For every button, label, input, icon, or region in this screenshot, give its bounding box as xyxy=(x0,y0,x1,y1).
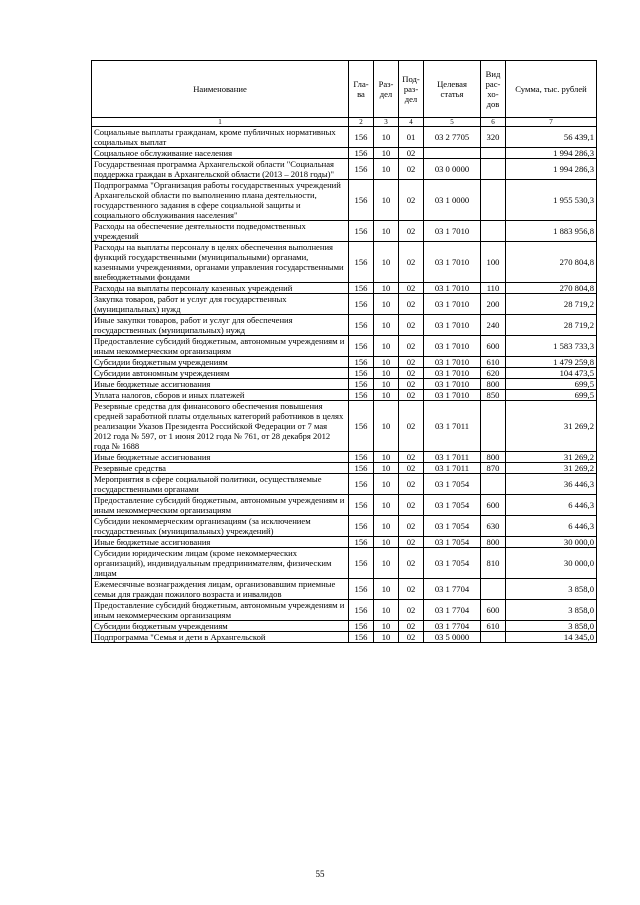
cell-glava: 156 xyxy=(349,452,374,463)
cell-podrazdel: 02 xyxy=(399,294,424,315)
cell-glava: 156 xyxy=(349,336,374,357)
cell-name: Подпрограмма "Организация работы государственных учреждений Архангельской области по выполнению плана деятельности, государственного задания в сфере социальной защиты и социального обслуживания населения" xyxy=(92,180,349,221)
cell-name: Предоставление субсидий бюджетным, автономным учреждениям и иным некоммерческим организациям xyxy=(92,495,349,516)
cell-podrazdel: 02 xyxy=(399,159,424,180)
cell-razdel: 10 xyxy=(374,474,399,495)
cell-podrazdel: 02 xyxy=(399,495,424,516)
cell-name: Субсидии автономным учреждениям xyxy=(92,368,349,379)
table-body xyxy=(92,127,597,643)
cell-summa: 1 955 530,3 xyxy=(506,180,597,221)
cell-podrazdel: 02 xyxy=(399,537,424,548)
table-row xyxy=(92,548,597,579)
cell-podrazdel: 02 xyxy=(399,390,424,401)
cell-podrazdel: 02 xyxy=(399,283,424,294)
table-row xyxy=(92,600,597,621)
cell-summa: 31 269,2 xyxy=(506,452,597,463)
cell-glava: 156 xyxy=(349,148,374,159)
cell-glava: 156 xyxy=(349,390,374,401)
cell-glava: 156 xyxy=(349,463,374,474)
column-number: 1 xyxy=(92,118,349,127)
cell-summa: 270 804,8 xyxy=(506,242,597,283)
cell-celevaya: 03 0 0000 xyxy=(424,159,481,180)
cell-vid: 320 xyxy=(481,127,506,148)
header-summa: Сумма, тыс. рублей xyxy=(506,61,597,118)
header-name: Наименование xyxy=(92,61,349,118)
cell-vid: 870 xyxy=(481,463,506,474)
cell-podrazdel: 02 xyxy=(399,368,424,379)
cell-vid xyxy=(481,579,506,600)
cell-name: Иные бюджетные ассигнования xyxy=(92,452,349,463)
table-row xyxy=(92,127,597,148)
cell-summa: 1 479 259,8 xyxy=(506,357,597,368)
cell-podrazdel: 02 xyxy=(399,632,424,643)
cell-summa: 36 446,3 xyxy=(506,474,597,495)
cell-razdel: 10 xyxy=(374,516,399,537)
cell-summa: 30 000,0 xyxy=(506,548,597,579)
cell-vid: 850 xyxy=(481,390,506,401)
cell-name: Резервные средства xyxy=(92,463,349,474)
cell-celevaya: 03 1 7010 xyxy=(424,315,481,336)
cell-razdel: 10 xyxy=(374,537,399,548)
cell-name: Социальное обслуживание населения xyxy=(92,148,349,159)
cell-vid xyxy=(481,159,506,180)
cell-vid: 800 xyxy=(481,452,506,463)
cell-glava: 156 xyxy=(349,357,374,368)
cell-podrazdel: 02 xyxy=(399,379,424,390)
cell-razdel: 10 xyxy=(374,315,399,336)
cell-summa: 699,5 xyxy=(506,379,597,390)
cell-glava: 156 xyxy=(349,283,374,294)
cell-summa: 28 719,2 xyxy=(506,294,597,315)
cell-glava: 156 xyxy=(349,495,374,516)
cell-glava: 156 xyxy=(349,315,374,336)
cell-glava: 156 xyxy=(349,579,374,600)
column-number: 5 xyxy=(424,118,481,127)
cell-summa: 6 446,3 xyxy=(506,516,597,537)
cell-razdel: 10 xyxy=(374,357,399,368)
cell-summa: 6 446,3 xyxy=(506,495,597,516)
cell-vid xyxy=(481,632,506,643)
cell-razdel: 10 xyxy=(374,180,399,221)
table-row xyxy=(92,368,597,379)
cell-glava: 156 xyxy=(349,127,374,148)
cell-summa: 3 858,0 xyxy=(506,579,597,600)
cell-podrazdel: 02 xyxy=(399,357,424,368)
cell-summa: 14 345,0 xyxy=(506,632,597,643)
cell-summa: 31 269,2 xyxy=(506,401,597,452)
cell-vid: 810 xyxy=(481,548,506,579)
cell-name: Субсидии некоммерческим организациям (за исключением государственных (муниципальных) учреждений) xyxy=(92,516,349,537)
cell-vid xyxy=(481,401,506,452)
table-row xyxy=(92,463,597,474)
cell-celevaya: 03 1 7010 xyxy=(424,221,481,242)
table-row xyxy=(92,283,597,294)
cell-vid: 800 xyxy=(481,379,506,390)
cell-razdel: 10 xyxy=(374,148,399,159)
cell-razdel: 10 xyxy=(374,390,399,401)
cell-razdel: 10 xyxy=(374,495,399,516)
cell-name: Расходы на выплаты персоналу казенных учреждений xyxy=(92,283,349,294)
cell-vid: 100 xyxy=(481,242,506,283)
cell-summa: 699,5 xyxy=(506,390,597,401)
cell-celevaya: 03 1 7010 xyxy=(424,357,481,368)
cell-celevaya: 03 1 7704 xyxy=(424,579,481,600)
header-vid: Вид рас-хо-дов xyxy=(481,61,506,118)
header-razdel: Раз-дел xyxy=(374,61,399,118)
cell-glava: 156 xyxy=(349,537,374,548)
cell-celevaya: 03 1 7054 xyxy=(424,516,481,537)
cell-podrazdel: 02 xyxy=(399,463,424,474)
cell-razdel: 10 xyxy=(374,221,399,242)
table-row xyxy=(92,516,597,537)
cell-celevaya: 03 1 7010 xyxy=(424,336,481,357)
cell-celevaya: 03 1 7704 xyxy=(424,621,481,632)
column-number-row xyxy=(92,118,597,127)
cell-celevaya xyxy=(424,148,481,159)
cell-name: Ежемесячные вознаграждения лицам, организовавшим приемные семьи для граждан пожилого возраста и инвалидов xyxy=(92,579,349,600)
budget-table xyxy=(91,60,597,643)
cell-name: Предоставление субсидий бюджетным, автономным учреждениям и иным некоммерческим организациям xyxy=(92,336,349,357)
cell-razdel: 10 xyxy=(374,401,399,452)
cell-celevaya: 03 1 7010 xyxy=(424,390,481,401)
cell-summa: 270 804,8 xyxy=(506,283,597,294)
cell-name: Резервные средства для финансового обеспечения повышения средней заработной платы отдельных категорий работников в целях реализации Указов Президента Российской Федерации от 7 мая 2012 года № 597, от 1 июня 2012 года № 761, от 28 декабря 2012 года № 1688 xyxy=(92,401,349,452)
cell-vid xyxy=(481,474,506,495)
cell-razdel: 10 xyxy=(374,242,399,283)
cell-celevaya: 03 1 0000 xyxy=(424,180,481,221)
cell-celevaya: 03 1 7011 xyxy=(424,463,481,474)
cell-celevaya: 03 1 7054 xyxy=(424,474,481,495)
cell-podrazdel: 02 xyxy=(399,401,424,452)
cell-vid: 600 xyxy=(481,495,506,516)
cell-podrazdel: 02 xyxy=(399,579,424,600)
cell-name: Иные бюджетные ассигнования xyxy=(92,379,349,390)
cell-vid: 610 xyxy=(481,621,506,632)
cell-razdel: 10 xyxy=(374,127,399,148)
cell-name: Мероприятия в сфере социальной политики, осуществляемые государственными органами xyxy=(92,474,349,495)
cell-name: Расходы на обеспечение деятельности подведомственных учреждений xyxy=(92,221,349,242)
cell-celevaya: 03 1 7010 xyxy=(424,368,481,379)
cell-glava: 156 xyxy=(349,379,374,390)
cell-glava: 156 xyxy=(349,294,374,315)
cell-vid xyxy=(481,180,506,221)
cell-name: Субсидии юридическим лицам (кроме некоммерческих организаций), индивидуальным предпринимателям, физическим лицам xyxy=(92,548,349,579)
cell-razdel: 10 xyxy=(374,379,399,390)
cell-summa: 31 269,2 xyxy=(506,463,597,474)
cell-celevaya: 03 1 7010 xyxy=(424,283,481,294)
cell-summa: 56 439,1 xyxy=(506,127,597,148)
table-row xyxy=(92,390,597,401)
table-row xyxy=(92,632,597,643)
cell-glava: 156 xyxy=(349,548,374,579)
table-row xyxy=(92,159,597,180)
cell-podrazdel: 02 xyxy=(399,180,424,221)
cell-razdel: 10 xyxy=(374,368,399,379)
cell-glava: 156 xyxy=(349,401,374,452)
cell-vid: 620 xyxy=(481,368,506,379)
cell-podrazdel: 01 xyxy=(399,127,424,148)
cell-summa: 1 994 286,3 xyxy=(506,159,597,180)
cell-summa: 28 719,2 xyxy=(506,315,597,336)
cell-summa: 1 583 733,3 xyxy=(506,336,597,357)
table-row xyxy=(92,180,597,221)
cell-razdel: 10 xyxy=(374,294,399,315)
cell-vid: 200 xyxy=(481,294,506,315)
column-number: 3 xyxy=(374,118,399,127)
column-number: 6 xyxy=(481,118,506,127)
cell-podrazdel: 02 xyxy=(399,548,424,579)
cell-glava: 156 xyxy=(349,632,374,643)
cell-vid: 240 xyxy=(481,315,506,336)
cell-glava: 156 xyxy=(349,621,374,632)
cell-razdel: 10 xyxy=(374,452,399,463)
cell-razdel: 10 xyxy=(374,579,399,600)
cell-vid: 610 xyxy=(481,357,506,368)
cell-celevaya: 03 1 7054 xyxy=(424,495,481,516)
table-row xyxy=(92,621,597,632)
cell-summa: 30 000,0 xyxy=(506,537,597,548)
table-header-row xyxy=(92,61,597,118)
page-number: 55 xyxy=(315,869,325,879)
cell-celevaya: 03 1 7010 xyxy=(424,379,481,390)
cell-razdel: 10 xyxy=(374,336,399,357)
cell-summa: 1 883 956,8 xyxy=(506,221,597,242)
cell-name: Иные закупки товаров, работ и услуг для обеспечения государственных (муниципальных) нужд xyxy=(92,315,349,336)
cell-razdel: 10 xyxy=(374,621,399,632)
cell-celevaya: 03 1 7010 xyxy=(424,294,481,315)
table-row xyxy=(92,379,597,390)
cell-podrazdel: 02 xyxy=(399,148,424,159)
table-row xyxy=(92,242,597,283)
cell-podrazdel: 02 xyxy=(399,221,424,242)
cell-summa: 3 858,0 xyxy=(506,621,597,632)
cell-name: Субсидии бюджетным учреждениям xyxy=(92,621,349,632)
cell-glava: 156 xyxy=(349,221,374,242)
cell-glava: 156 xyxy=(349,516,374,537)
cell-glava: 156 xyxy=(349,474,374,495)
cell-razdel: 10 xyxy=(374,159,399,180)
column-number: 2 xyxy=(349,118,374,127)
cell-celevaya: 03 1 7054 xyxy=(424,548,481,579)
cell-vid xyxy=(481,148,506,159)
cell-name: Предоставление субсидий бюджетным, автономным учреждениям и иным некоммерческим организациям xyxy=(92,600,349,621)
cell-razdel: 10 xyxy=(374,463,399,474)
cell-podrazdel: 02 xyxy=(399,452,424,463)
cell-celevaya: 03 1 7011 xyxy=(424,452,481,463)
cell-celevaya: 03 1 7011 xyxy=(424,401,481,452)
cell-name: Подпрограмма "Семья и дети в Архангельской xyxy=(92,632,349,643)
cell-celevaya: 03 5 0000 xyxy=(424,632,481,643)
cell-razdel: 10 xyxy=(374,283,399,294)
cell-glava: 156 xyxy=(349,159,374,180)
table-row xyxy=(92,357,597,368)
cell-vid: 600 xyxy=(481,336,506,357)
table-row xyxy=(92,148,597,159)
table-row xyxy=(92,221,597,242)
cell-podrazdel: 02 xyxy=(399,242,424,283)
cell-podrazdel: 02 xyxy=(399,315,424,336)
cell-vid: 110 xyxy=(481,283,506,294)
cell-name: Иные бюджетные ассигнования xyxy=(92,537,349,548)
cell-glava: 156 xyxy=(349,368,374,379)
cell-podrazdel: 02 xyxy=(399,474,424,495)
table-row xyxy=(92,495,597,516)
cell-celevaya: 03 1 7010 xyxy=(424,242,481,283)
cell-razdel: 10 xyxy=(374,600,399,621)
cell-podrazdel: 02 xyxy=(399,336,424,357)
cell-celevaya: 03 1 7704 xyxy=(424,600,481,621)
column-number: 4 xyxy=(399,118,424,127)
cell-vid xyxy=(481,221,506,242)
cell-name: Государственная программа Архангельской области "Социальная поддержка граждан в Архангельской области (2013 – 2018 годы)" xyxy=(92,159,349,180)
cell-vid: 800 xyxy=(481,537,506,548)
cell-name: Субсидии бюджетным учреждениям xyxy=(92,357,349,368)
cell-name: Закупка товаров, работ и услуг для государственных (муниципальных) нужд xyxy=(92,294,349,315)
cell-celevaya: 03 1 7054 xyxy=(424,537,481,548)
cell-razdel: 10 xyxy=(374,548,399,579)
cell-name: Расходы на выплаты персоналу в целях обеспечения выполнения функций государственными (муниципальными) органами, казенными учреждениями, органами управления государственными внебюджетными фондами xyxy=(92,242,349,283)
table-row xyxy=(92,401,597,452)
cell-podrazdel: 02 xyxy=(399,516,424,537)
header-glava: Гла-ва xyxy=(349,61,374,118)
table-row xyxy=(92,294,597,315)
table-row xyxy=(92,452,597,463)
cell-summa: 1 994 286,3 xyxy=(506,148,597,159)
cell-podrazdel: 02 xyxy=(399,621,424,632)
cell-razdel: 10 xyxy=(374,632,399,643)
cell-vid: 630 xyxy=(481,516,506,537)
cell-glava: 156 xyxy=(349,242,374,283)
cell-name: Социальные выплаты гражданам, кроме публичных нормативных социальных выплат xyxy=(92,127,349,148)
cell-glava: 156 xyxy=(349,600,374,621)
header-podrazdel: Под-раз-дел xyxy=(399,61,424,118)
cell-summa: 3 858,0 xyxy=(506,600,597,621)
table-row xyxy=(92,537,597,548)
table-row xyxy=(92,336,597,357)
cell-summa: 104 473,5 xyxy=(506,368,597,379)
header-celevaya: Целевая статья xyxy=(424,61,481,118)
table-row xyxy=(92,579,597,600)
cell-celevaya: 03 2 7705 xyxy=(424,127,481,148)
table-row xyxy=(92,474,597,495)
table-row xyxy=(92,315,597,336)
cell-name: Уплата налогов, сборов и иных платежей xyxy=(92,390,349,401)
cell-glava: 156 xyxy=(349,180,374,221)
cell-vid: 600 xyxy=(481,600,506,621)
column-number: 7 xyxy=(506,118,597,127)
cell-podrazdel: 02 xyxy=(399,600,424,621)
